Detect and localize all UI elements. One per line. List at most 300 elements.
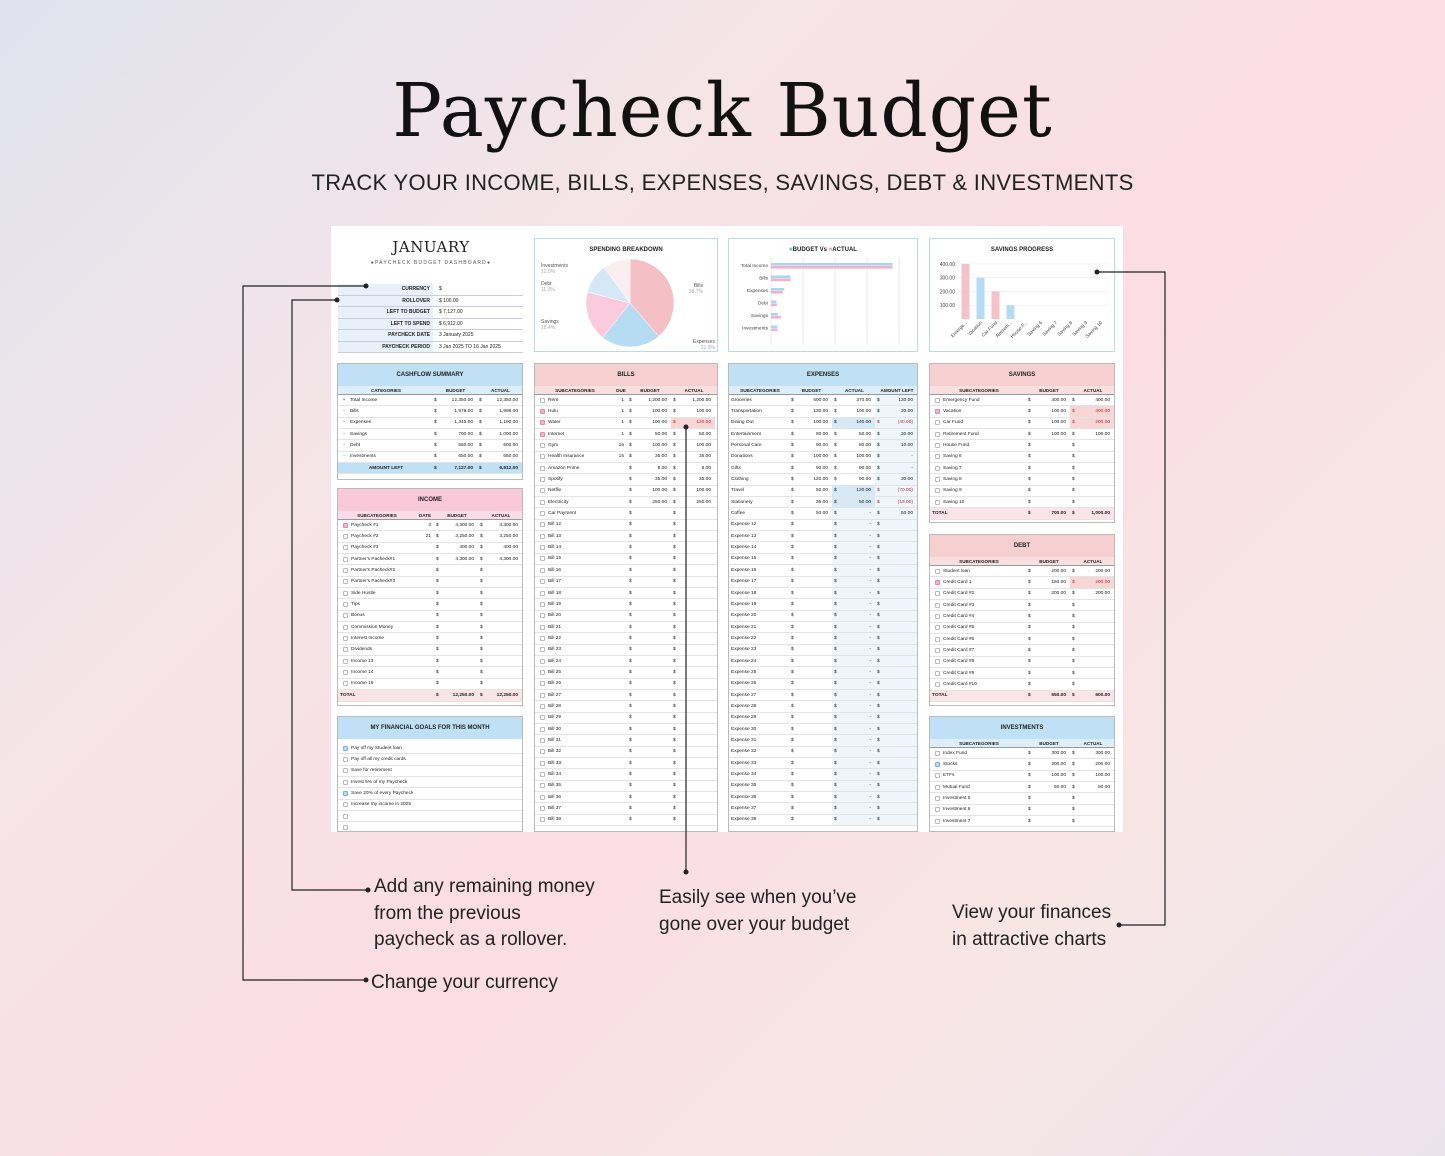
currency-symbol: $ xyxy=(1072,648,1075,654)
savings-progress-chart xyxy=(929,238,1115,352)
bills-panel xyxy=(534,363,718,832)
subcategory-cell xyxy=(535,645,613,655)
currency-symbol: $ xyxy=(1028,773,1031,779)
checkbox[interactable] xyxy=(540,420,545,425)
checkbox[interactable] xyxy=(540,806,545,811)
panel-title: EXPENSES xyxy=(729,364,917,386)
column-header-row xyxy=(930,557,1114,566)
checkbox[interactable] xyxy=(540,454,545,459)
over-budget-annotation: Easily see when you’ve gone over your budget xyxy=(659,887,857,935)
checkbox[interactable] xyxy=(540,693,545,698)
money-cell xyxy=(671,758,715,768)
category-cell: Expenses xyxy=(350,420,372,426)
column-header: ACTUAL xyxy=(491,387,510,393)
date-cell: 21 xyxy=(425,534,431,540)
checkbox[interactable] xyxy=(935,773,940,778)
label: Credit Card #5 xyxy=(943,625,975,631)
checkbox[interactable] xyxy=(540,579,545,584)
column-header: BUDGET xyxy=(445,387,466,393)
checkbox[interactable] xyxy=(540,738,545,743)
amount: 1,190.00 xyxy=(499,420,518,426)
table-row xyxy=(930,497,1114,508)
setting-value[interactable]: $ 6,912.00 xyxy=(439,320,463,327)
checkbox[interactable] xyxy=(540,613,545,618)
money-cell xyxy=(832,599,875,609)
subcategory-cell xyxy=(930,600,1026,610)
table-row xyxy=(729,463,917,474)
money-cell xyxy=(671,803,715,813)
currency-symbol: $ xyxy=(480,658,483,664)
subcategory-cell: Personal Care xyxy=(731,443,762,449)
checkbox[interactable] xyxy=(343,757,348,762)
subcategory-cell xyxy=(535,440,613,450)
currency-symbol: $ xyxy=(834,556,837,562)
checkbox[interactable] xyxy=(935,500,940,505)
currency-symbol: $ xyxy=(436,602,439,608)
checkbox[interactable] xyxy=(343,568,348,573)
table-row xyxy=(535,486,717,497)
checkbox[interactable] xyxy=(540,556,545,561)
currency-symbol: $ xyxy=(791,522,794,528)
currency-symbol: $ xyxy=(1028,762,1031,768)
table-row xyxy=(535,758,717,769)
money-cell xyxy=(432,429,477,439)
money-cell xyxy=(1070,452,1114,462)
currency-symbol: $ xyxy=(834,692,837,698)
table-row xyxy=(338,520,522,531)
currency-symbol: $ xyxy=(673,431,676,437)
money-cell xyxy=(432,406,477,416)
money-cell xyxy=(671,701,715,711)
money-cell xyxy=(832,531,875,541)
currency-symbol: $ xyxy=(673,477,676,483)
table-row xyxy=(338,554,522,565)
checkbox[interactable] xyxy=(540,625,545,630)
currency-symbol: $ xyxy=(434,409,437,415)
amount: - xyxy=(869,579,871,585)
checkbox[interactable] xyxy=(343,591,348,596)
checkbox[interactable] xyxy=(343,545,348,550)
currency-symbol: $ xyxy=(834,669,837,675)
checkbox[interactable] xyxy=(935,796,940,801)
money-cell xyxy=(875,724,917,734)
table-row xyxy=(930,577,1114,588)
setting-value[interactable]: $ xyxy=(439,286,442,293)
currency-symbol: $ xyxy=(1072,682,1075,688)
setting-label: PAYCHECK DATE xyxy=(338,330,433,341)
subcategory-cell xyxy=(535,588,613,598)
category-cell: Debt xyxy=(350,443,361,449)
money-cell xyxy=(434,554,478,564)
table-row xyxy=(930,486,1114,497)
label: Side Hustle xyxy=(351,590,376,596)
checkbox[interactable] xyxy=(343,825,348,830)
checkbox[interactable] xyxy=(540,568,545,573)
subcategory-cell xyxy=(930,474,1026,484)
subcategory-cell: Expense 12 xyxy=(731,522,757,528)
money-cell xyxy=(671,565,715,575)
currency-symbol: $ xyxy=(791,431,794,437)
checkbox[interactable] xyxy=(540,398,545,403)
checkbox[interactable] xyxy=(935,420,940,425)
currency-symbol: $ xyxy=(434,465,437,471)
column-header: AMOUNT LEFT xyxy=(880,387,914,393)
table-row xyxy=(535,406,717,417)
checkbox[interactable] xyxy=(540,500,545,505)
currency-symbol: $ xyxy=(434,420,437,426)
currency-symbol: $ xyxy=(1028,499,1031,505)
money-cell xyxy=(875,758,917,768)
category-cell: Bills xyxy=(350,409,359,415)
currency-symbol: $ xyxy=(480,545,483,551)
checkbox[interactable] xyxy=(935,443,940,448)
checkbox[interactable] xyxy=(935,659,940,664)
amount: 130.00 xyxy=(813,409,828,415)
money-cell xyxy=(627,713,671,723)
checkbox[interactable] xyxy=(540,727,545,732)
money-cell xyxy=(478,622,522,632)
table-row xyxy=(729,486,917,497)
subcategory-cell xyxy=(535,497,613,507)
currency-symbol: $ xyxy=(791,567,794,573)
label: Electricity xyxy=(548,499,569,505)
amount: 500.00 xyxy=(813,397,828,403)
checkbox[interactable] xyxy=(343,780,348,785)
currency-symbol: $ xyxy=(673,737,676,743)
goal-cell xyxy=(338,754,522,764)
amount: - xyxy=(869,737,871,743)
checkbox[interactable] xyxy=(540,522,545,527)
setting-value[interactable]: $ 100.00 xyxy=(439,297,459,304)
checkbox[interactable] xyxy=(935,762,940,767)
money-cell xyxy=(432,395,477,405)
goal-cell xyxy=(338,800,522,810)
amount: 100.00 xyxy=(1095,773,1110,779)
table-row xyxy=(930,805,1114,816)
currency-symbol: $ xyxy=(877,624,880,630)
table-row xyxy=(729,656,917,667)
checkbox[interactable] xyxy=(343,534,348,539)
currency-symbol: $ xyxy=(629,420,632,426)
total-label: TOTAL xyxy=(932,693,948,699)
checkbox[interactable] xyxy=(935,398,940,403)
subcategory-cell: Expense 23 xyxy=(731,647,757,653)
subcategory-cell xyxy=(535,781,613,791)
table-row xyxy=(535,497,717,508)
currency-symbol: $ xyxy=(834,726,837,732)
currency-symbol: $ xyxy=(1028,477,1031,483)
checkbox[interactable] xyxy=(540,749,545,754)
money-cell xyxy=(671,690,715,700)
money-cell xyxy=(627,792,671,802)
checkbox[interactable] xyxy=(540,795,545,800)
subcategory-cell xyxy=(930,395,1026,405)
currency-symbol: $ xyxy=(1072,762,1075,768)
currency-symbol: $ xyxy=(629,567,632,573)
currency-symbol: $ xyxy=(877,601,880,607)
label: Bill 12 xyxy=(548,522,562,528)
label: Car Payment xyxy=(548,511,576,517)
currency-symbol: $ xyxy=(1072,420,1075,426)
checkbox[interactable] xyxy=(343,636,348,641)
currency-symbol: $ xyxy=(1028,614,1031,620)
currency-symbol: $ xyxy=(629,681,632,687)
label: Investment 6 xyxy=(943,807,971,813)
money-cell xyxy=(627,747,671,757)
checkbox[interactable] xyxy=(343,814,348,819)
label: Bill 25 xyxy=(548,669,562,675)
amount: 100.00 xyxy=(856,409,871,415)
table-row xyxy=(535,577,717,588)
currency-symbol: $ xyxy=(877,817,880,823)
currency-symbol: $ xyxy=(1028,488,1031,494)
label: Amazon Prime xyxy=(548,465,580,471)
currency-symbol: $ xyxy=(673,806,676,812)
amount: 90.00 xyxy=(858,465,871,471)
checkbox[interactable] xyxy=(935,625,940,630)
table-row xyxy=(535,724,717,735)
checkbox[interactable] xyxy=(343,602,348,607)
setting-value[interactable]: 3 Jan 2025 TO 16 Jan 2025 xyxy=(439,343,501,350)
currency-symbol: $ xyxy=(434,443,437,449)
checkbox[interactable] xyxy=(935,432,940,437)
table-row xyxy=(729,452,917,463)
date-cell xyxy=(414,656,434,666)
currency-symbol: $ xyxy=(834,749,837,755)
date-cell xyxy=(414,599,434,609)
column-header: ACTUAL xyxy=(845,387,864,393)
subcategory-cell xyxy=(930,589,1026,599)
checkbox[interactable] xyxy=(935,637,940,642)
money-cell xyxy=(478,667,522,677)
subcategory-cell xyxy=(535,418,613,428)
checkbox[interactable] xyxy=(935,671,940,676)
money-cell xyxy=(875,769,917,779)
currency-symbol: $ xyxy=(629,749,632,755)
checkbox[interactable] xyxy=(343,791,348,796)
subcategory-cell xyxy=(338,554,414,564)
money-cell xyxy=(1026,782,1070,792)
pie-percent: 18.4% xyxy=(541,325,556,331)
checkbox[interactable] xyxy=(540,591,545,596)
checkbox[interactable] xyxy=(935,682,940,687)
currency-symbol: $ xyxy=(791,703,794,709)
subcategory-cell: Entertainment xyxy=(731,431,761,437)
table-row xyxy=(338,656,522,667)
currency-symbol: $ xyxy=(834,715,837,721)
amount: 100.00 xyxy=(1051,420,1066,426)
amount: 200.00 xyxy=(1095,568,1110,574)
money-cell xyxy=(627,758,671,768)
money-cell xyxy=(875,463,917,473)
checkbox[interactable] xyxy=(540,636,545,641)
amount: 400.00 xyxy=(503,545,518,551)
checkbox[interactable] xyxy=(540,704,545,709)
checkbox[interactable] xyxy=(540,545,545,550)
checkbox[interactable] xyxy=(935,580,940,585)
money-cell xyxy=(627,803,671,813)
checkbox[interactable] xyxy=(935,477,940,482)
due-cell xyxy=(613,815,627,825)
amount: 100.00 xyxy=(652,488,667,494)
currency-symbol: $ xyxy=(1072,807,1075,813)
table-row xyxy=(535,395,717,406)
currency-symbol: $ xyxy=(834,794,837,800)
subcategory-cell: Expense 37 xyxy=(731,806,757,812)
money-cell xyxy=(789,520,832,530)
checkbox[interactable] xyxy=(935,569,940,574)
subcategory-cell xyxy=(535,815,613,825)
checkbox[interactable] xyxy=(540,602,545,607)
subcategory-cell xyxy=(535,656,613,666)
checkbox[interactable] xyxy=(343,681,348,686)
checkbox[interactable] xyxy=(540,443,545,448)
setting-value[interactable]: $ 7,127.00 xyxy=(439,309,463,316)
checkbox[interactable] xyxy=(540,817,545,822)
currency-symbol: $ xyxy=(629,556,632,562)
checkbox[interactable] xyxy=(343,670,348,675)
due-cell xyxy=(613,520,627,530)
currency-symbol: $ xyxy=(877,647,880,653)
checkbox[interactable] xyxy=(935,603,940,608)
money-cell xyxy=(789,429,832,439)
currency-symbol: $ xyxy=(1028,431,1031,437)
due-cell xyxy=(613,679,627,689)
checkbox[interactable] xyxy=(540,659,545,664)
checkbox[interactable] xyxy=(343,613,348,618)
checkbox[interactable] xyxy=(540,488,545,493)
checkbox[interactable] xyxy=(540,409,545,414)
checkbox[interactable] xyxy=(540,534,545,539)
checkbox[interactable] xyxy=(540,466,545,471)
money-cell xyxy=(671,622,715,632)
label: Bill 14 xyxy=(548,545,562,551)
money-cell xyxy=(1070,497,1114,507)
checkbox[interactable] xyxy=(343,746,348,751)
money-cell xyxy=(671,486,715,496)
checkbox[interactable] xyxy=(343,579,348,584)
subcategory-cell xyxy=(535,679,613,689)
money-cell xyxy=(789,713,832,723)
money-cell xyxy=(832,508,875,518)
table-row xyxy=(535,633,717,644)
table-row xyxy=(535,747,717,758)
currency-symbol: $ xyxy=(436,534,439,540)
money-cell xyxy=(875,792,917,802)
amount: 600.00 xyxy=(503,443,518,449)
money-cell xyxy=(832,815,875,825)
table-row xyxy=(338,406,522,417)
table-row xyxy=(535,690,717,701)
currency-symbol: $ xyxy=(834,806,837,812)
checkbox[interactable] xyxy=(935,614,940,619)
currency-symbol: $ xyxy=(877,431,880,437)
checkbox[interactable] xyxy=(343,768,348,773)
checkbox[interactable] xyxy=(540,477,545,482)
label: Bill 19 xyxy=(548,601,562,607)
checkbox[interactable] xyxy=(343,802,348,807)
checkbox[interactable] xyxy=(935,751,940,756)
money-cell xyxy=(875,497,917,507)
y-tick: 200.00 xyxy=(939,289,955,296)
money-cell xyxy=(875,713,917,723)
date-cell: 3 xyxy=(428,522,431,528)
label: Bill 29 xyxy=(548,715,562,721)
checkbox[interactable] xyxy=(540,761,545,766)
amount: - xyxy=(869,556,871,562)
checkbox[interactable] xyxy=(540,681,545,686)
setting-value[interactable]: 3 January 2025 xyxy=(439,332,474,339)
currency-symbol: $ xyxy=(479,420,482,426)
checkbox[interactable] xyxy=(540,511,545,516)
checkbox[interactable] xyxy=(935,648,940,653)
checkbox[interactable] xyxy=(343,625,348,630)
checkbox[interactable] xyxy=(935,466,940,471)
checkbox[interactable] xyxy=(540,783,545,788)
checkbox[interactable] xyxy=(343,557,348,562)
debt-panel xyxy=(929,534,1115,706)
currency-symbol: $ xyxy=(629,669,632,675)
currency-symbol: $ xyxy=(1028,420,1031,426)
currency-symbol: $ xyxy=(834,511,837,517)
checkbox[interactable] xyxy=(935,785,940,790)
due-cell xyxy=(613,724,627,734)
subcategory-cell: Dining Out xyxy=(731,420,754,426)
money-cell xyxy=(477,406,522,416)
money-cell xyxy=(789,554,832,564)
table-row xyxy=(729,565,917,576)
subcategory-cell xyxy=(338,611,414,621)
checkbox[interactable] xyxy=(540,715,545,720)
currency-symbol: $ xyxy=(791,749,794,755)
checkbox[interactable] xyxy=(935,807,940,812)
table-row xyxy=(930,645,1114,656)
currency-symbol: $ xyxy=(673,681,676,687)
money-cell xyxy=(477,463,522,473)
table-row xyxy=(729,758,917,769)
checkbox[interactable] xyxy=(935,409,940,414)
panel-title: INVESTMENTS xyxy=(930,717,1114,739)
column-header-row xyxy=(338,511,522,520)
actual-bar xyxy=(771,329,777,332)
currency-symbol: $ xyxy=(791,488,794,494)
checkbox[interactable] xyxy=(343,659,348,664)
checkbox[interactable] xyxy=(540,432,545,437)
money-cell xyxy=(832,701,875,711)
table-row xyxy=(729,440,917,451)
currency-symbol: $ xyxy=(673,783,676,789)
currency-symbol: $ xyxy=(629,613,632,619)
checkbox[interactable] xyxy=(343,523,348,528)
label: Hulu xyxy=(548,409,558,415)
checkbox[interactable] xyxy=(935,819,940,824)
checkbox[interactable] xyxy=(935,591,940,596)
subcategory-cell xyxy=(338,520,414,530)
currency-symbol: $ xyxy=(629,397,632,403)
checkbox[interactable] xyxy=(343,647,348,652)
bar-chart xyxy=(729,253,919,349)
checkbox[interactable] xyxy=(935,488,940,493)
due-cell xyxy=(613,463,627,473)
checkbox[interactable] xyxy=(540,647,545,652)
checkbox[interactable] xyxy=(540,670,545,675)
currency-symbol: $ xyxy=(1028,602,1031,608)
table-row xyxy=(338,543,522,554)
checkbox[interactable] xyxy=(935,454,940,459)
currency-symbol: $ xyxy=(877,522,880,528)
checkbox[interactable] xyxy=(540,772,545,777)
money-cell xyxy=(1070,566,1114,576)
